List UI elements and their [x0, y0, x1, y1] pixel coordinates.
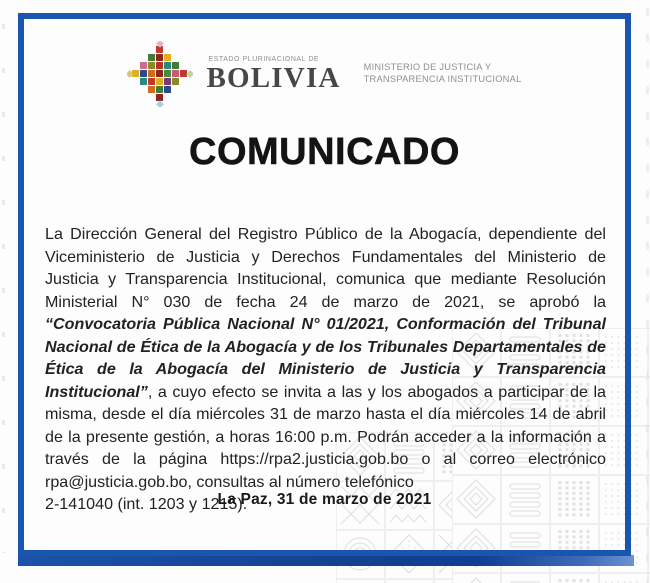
content-area [24, 19, 625, 550]
body-segment: La Dirección General del Registro Público de la Abogacía, dependiente del Viceministerio de Justicia y Derechos Fundamentales del Ministerio de Justicia y Transparencia Institucional, comunica que mediante Resolución Ministerial N° 030 de fecha 24 de marzo de 2021, se aprobó la [45, 225, 606, 311]
left-edge-pattern [2, 24, 5, 553]
body-segment: “Convocatoria Pública Nacional N° 01/2021, Conformación del Tribunal Nacional de Ética de la Abogacía y de los Tribunales Departamentales de Ética de la Abogacía del Ministerio de Justicia y Transparencia Institucional” [45, 315, 606, 401]
ministry-line-1: MINISTERIO DE JUSTICIA Y [363, 62, 492, 73]
chakana-icon [127, 41, 193, 107]
body-segment: 2-141040 (int. 1203 y 1215). [45, 495, 248, 514]
country-name: BOLIVIA [206, 61, 341, 94]
body-segment: , a cuyo efecto se invita a las y los abogados a participar de la misma, desde el día miércoles 31 de marzo hasta el día miércoles 14 de abril de la presente gestión, a horas 16:00 p.m. Podrán acceder a la información a través de la página https://rpa2.justicia.gob.bo o al correo electrónico rpa@justicia.gob.bo, consultas al número telefónico [45, 382, 606, 491]
page-title: COMUNICADO [189, 131, 460, 173]
state-pretitle: ESTADO PLURINACIONAL DE [208, 55, 320, 63]
body-paragraph [45, 223, 606, 516]
state-brand [206, 56, 340, 93]
bottom-accent-bar [18, 555, 634, 566]
ministry-line-2: TRANSPARENCIA INSTITUCIONAL [363, 74, 522, 84]
header [24, 41, 625, 107]
ministry-name [364, 62, 522, 86]
dateline: La Paz, 31 de marzo de 2021 [217, 491, 432, 508]
